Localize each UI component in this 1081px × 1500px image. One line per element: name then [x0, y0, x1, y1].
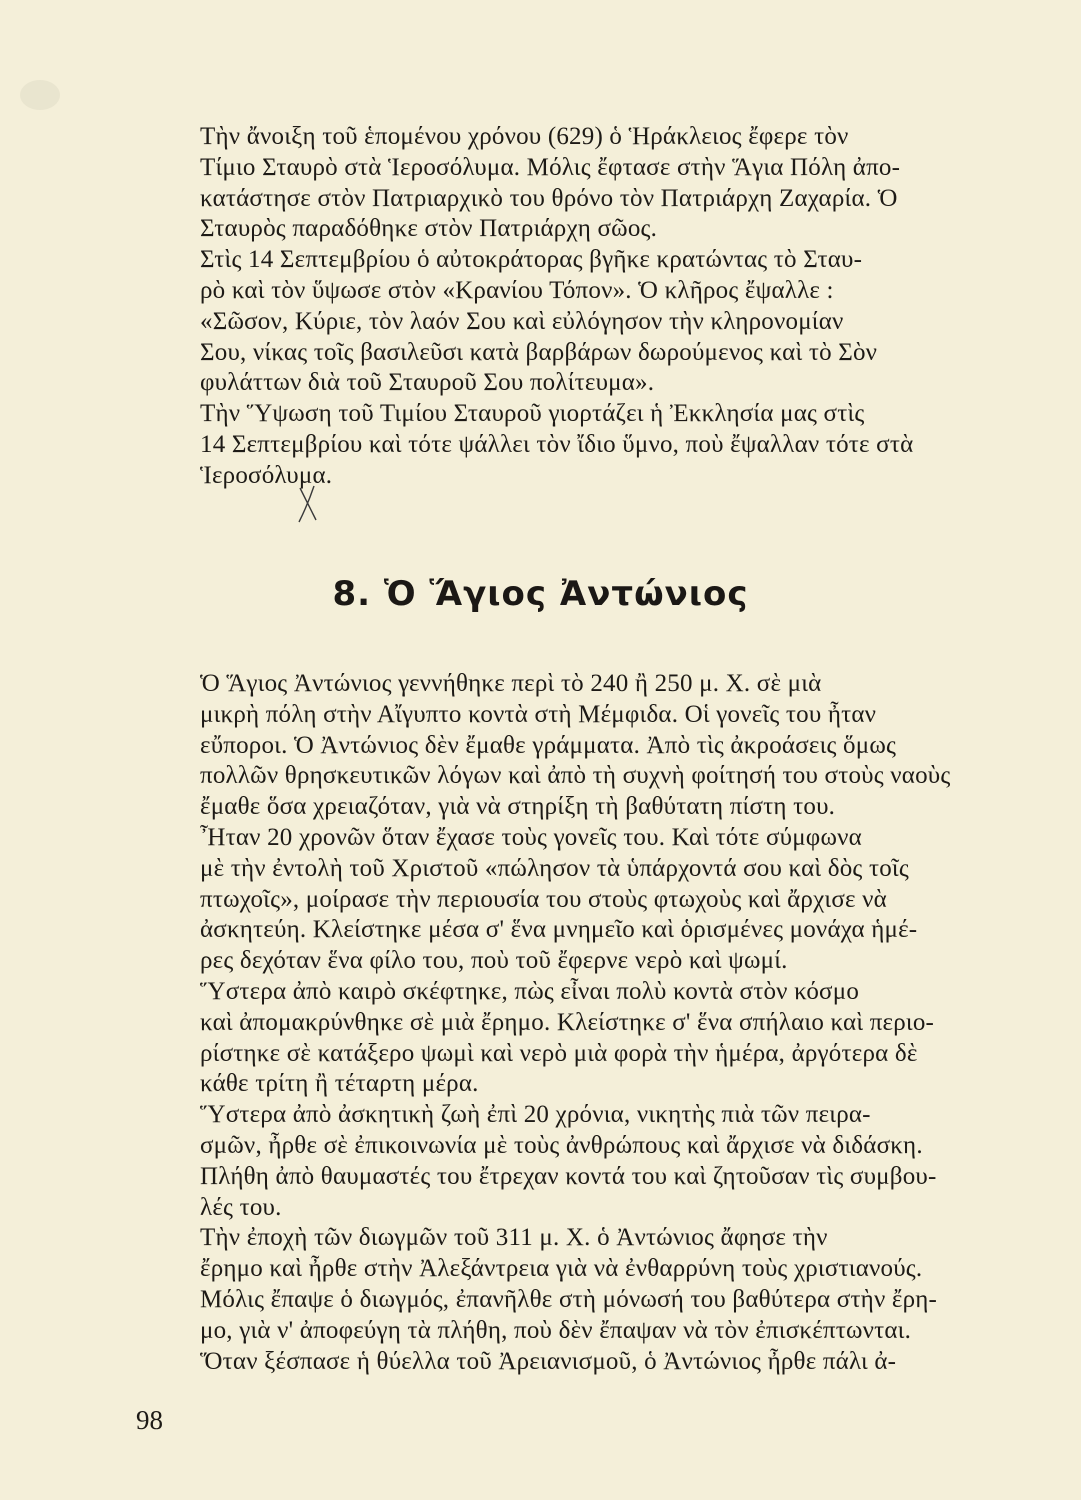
text-line: καὶ ἀπομακρύνθηκε σὲ μιὰ ἔρημο. Κλείστηκε σ' ἕνα σπήλαιο καὶ περιο- [200, 1008, 935, 1036]
section-2-text [140, 669, 1000, 1377]
page-number: 98 [136, 1405, 163, 1435]
text-line: ἀσκητεύη. Κλείστηκε μέσα σ' ἕνα μνημεῖο καὶ ὁρισμένες μονάχα ἡμέ- [200, 916, 918, 944]
text-line: ρες δεχόταν ἕνα φίλο του, ποὺ τοῦ ἔφερνε νερὸ καὶ ψωμί. [200, 947, 788, 975]
text-line: κάθε τρίτη ἢ τέταρτη μέρα. [200, 1070, 479, 1098]
text-line: μὲ τὴν ἐντολὴ τοῦ Χριστοῦ «πώλησον τὰ ὑπάρχοντά σου καὶ δὸς τοῖς [200, 854, 909, 882]
text-line: Τὴν Ὕψωση τοῦ Τιμίου Σταυροῦ γιορτάζει ἡ Ἐκκλησία μας στὶς [200, 400, 865, 428]
text-line: πολλῶν θρησκευτικῶν λόγων καὶ ἀπὸ τὴ συχνὴ φοίτησή του στοὺς ναοὺς [200, 762, 951, 790]
text-line: ἔμαθε ὅσα χρειαζόταν, γιὰ νὰ στηρίξη τὴ βαθύτατη πίστη του. [200, 793, 836, 821]
text-line: Τὴν ἐποχὴ τῶν διωγμῶν τοῦ 311 μ. Χ. ὁ Ἀντώνιος ἄφησε τὴν [200, 1224, 828, 1252]
text-line: Τὴν ἄνοιξη τοῦ ἑπομένου χρόνου (629) ὁ Ἡράκλειος ἔφερε τὸν [200, 123, 849, 150]
page-smudge [20, 80, 60, 110]
paragraph [140, 1223, 1000, 1377]
paragraph [140, 669, 1000, 823]
text-line: Ἦταν 20 χρονῶν ὅταν ἔχασε τοὺς γονεῖς του. Καὶ τότε σύμφωνα [200, 823, 862, 851]
text-line: Πλήθη ἀπὸ θαυμαστές του ἔτρεχαν κοντά του καὶ ζητοῦσαν τὶς συμβου- [200, 1162, 937, 1190]
paragraph [140, 977, 1000, 1100]
pencil-x-mark [296, 482, 322, 526]
text-line: Ὁ Ἅγιος Ἀντώνιος γεννήθηκε περὶ τὸ 240 ἢ 250 μ. Χ. σὲ μιὰ [200, 670, 822, 697]
text-line: κατάστησε στὸν Πατριαρχικὸ του θρόνο τὸν Πατριάρχη Ζαχαρία. Ὁ [200, 184, 898, 212]
text-line: Ὅταν ξέσπασε ἡ θύελλα τοῦ Ἀρειανισμοῦ, ὁ Ἀντώνιος ἦρθε πάλι ἀ- [200, 1347, 897, 1375]
text-line: Ὕστερα ἀπὸ καιρὸ σκέφτηκε, πὼς εἶναι πολὺ κοντὰ στὸν κόσμο [200, 977, 860, 1005]
text-line: ρίστηκε σὲ κατάξερο ψωμὶ καὶ νερὸ μιὰ φορὰ τὴν ἡμέρα, ἀργότερα δὲ [200, 1039, 918, 1067]
text-line: «Σῶσον, Κύριε, τὸν λαόν Σου καὶ εὐλόγησον τὴν κληρονομίαν [200, 307, 844, 335]
text-line: φυλάττων διὰ τοῦ Σταυροῦ Σου πολίτευμα». [200, 369, 655, 397]
paragraph [140, 399, 1000, 491]
text-line: λές του. [200, 1193, 282, 1221]
text-line: Σου, νίκας τοῖς βασιλεῦσι κατὰ βαρβάρων δωρούμενος καὶ τὸ Σὸν [200, 338, 878, 366]
paragraph [140, 122, 1000, 245]
text-line: μο, γιὰ ν' ἀποφεύγη τὰ πλήθη, ποὺ δὲν ἔπαψαν νὰ τὸν ἐπισκέπτωνται. [200, 1316, 912, 1344]
text-line: μικρὴ πόλη στὴν Αἴγυπτο κοντὰ στὴ Μέμφιδα. Οἱ γονεῖς του ἦταν [200, 700, 877, 728]
text-line: εὔποροι. Ὁ Ἀντώνιος δὲν ἔμαθε γράμματα. Ἀπὸ τὶς ἀκροάσεις ὅμως [200, 731, 897, 759]
paragraph [140, 245, 1000, 307]
text-line: Ὕστερα ἀπὸ ἀσκητικὴ ζωὴ ἐπὶ 20 χρόνια, νικητὴς πιὰ τῶν πειρα- [200, 1101, 871, 1129]
paragraph [140, 307, 1000, 399]
text-line: Μόλις ἔπαψε ὁ διωγμός, ἐπανῆλθε στὴ μόνωσή του βαθύτερα στὴν ἔρη- [200, 1285, 938, 1313]
chapter-heading: 8. Ὁ Ἅγιος Ἀντώνιος [332, 574, 749, 614]
text-line: Ἱεροσόλυμα. [200, 461, 333, 489]
section-1-text [140, 122, 1000, 492]
text-line: Τίμιο Σταυρὸ στὰ Ἱεροσόλυμα. Μόλις ἔφτασε στὴν Ἅγια Πόλη ἀπο- [200, 153, 901, 181]
paragraph [140, 823, 1000, 977]
text-line: 14 Σεπτεμβρίου καὶ τότε ψάλλει τὸν ἴδιο ὕμνο, ποὺ ἔψαλλαν τότε στὰ [200, 430, 914, 458]
text-line: Σταυρὸς παραδόθηκε στὸν Πατριάρχη σῶος. [200, 215, 658, 243]
text-line: σμῶν, ἦρθε σὲ ἐπικοινωνία μὲ τοὺς ἀνθρώπους καὶ ἄρχισε νὰ διδάσκη. [200, 1131, 923, 1159]
text-line: Στὶς 14 Σεπτεμβρίου ὁ αὐτοκράτορας βγῆκε κρατώντας τὸ Σταυ- [200, 246, 863, 274]
text-line: πτωχοῖς», μοίρασε τὴν περιουσία του στοὺς φτωχοὺς καὶ ἄρχισε νὰ [200, 885, 887, 913]
text-line: ρὸ καὶ τὸν ὕψωσε στὸν «Κρανίου Τόπον». Ὁ κλῆρος ἔψαλλε : [200, 276, 834, 304]
paragraph [140, 1100, 1000, 1223]
text-line: ἔρημο καὶ ἦρθε στὴν Ἀλεξάντρεια γιὰ νὰ ἐνθαρρύνη τοὺς χριστιανούς. [200, 1255, 923, 1283]
